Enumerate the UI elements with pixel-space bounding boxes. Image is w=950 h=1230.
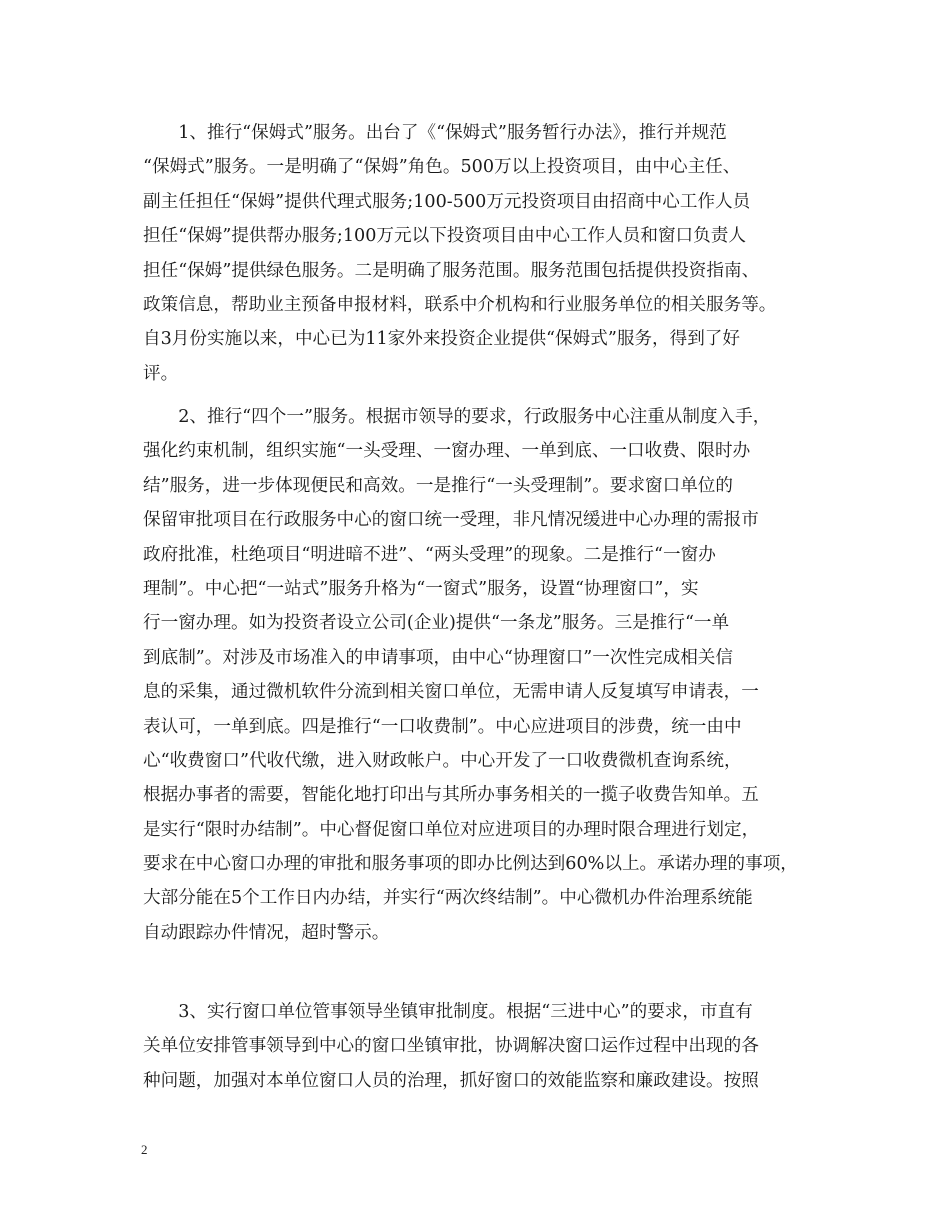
paragraph-line: 理制”。中心把“一站式”服务升格为“一窗式”服务，设置“协理窗口”，实 [143, 578, 699, 599]
paragraph-line: 自动跟踪办件情况，超时警示。 [143, 922, 390, 943]
paragraph-line: 根据办事者的需要，智能化地打印出与其所办事务相关的一揽子收费告知单。五 [143, 785, 759, 806]
paragraph-line: 评。 [143, 363, 179, 384]
paragraph-line: 自3月份实施以来，中心已为11家外来投资企业提供“保姆式”服务，得到了好 [143, 329, 740, 350]
paragraph-line: 担任“保姆”提供绿色服务。二是明确了服务范围。服务范围包括提供投资指南、 [143, 260, 760, 281]
paragraph-line: 强化约束机制，组织实施“一头受理、一窗办理、一单到底、一口收费、限时办 [143, 441, 751, 462]
paragraph-line: 表认可，一单到底。四是推行“一口收费制”。中心应进项目的涉费，统一由中 [143, 716, 742, 737]
paragraph-line: 息的采集，通过微机软件分流到相关窗口单位，无需申请人反复填写申请表，一 [143, 682, 759, 703]
paragraph-line: 政策信息，帮助业主预备申报材料，联系中介机构和行业服务单位的相关服务等。 [143, 294, 777, 315]
paragraph-line: 保留审批项目在行政服务中心的窗口统一受理，非凡情况缓进中心办理的需报市 [143, 510, 759, 531]
paragraph-line: 2、推行“四个一”服务。根据市领导的要求，行政服务中心注重从制度入手， [143, 407, 771, 427]
paragraph-line: 1、推行“保姆式”服务。出台了《“保姆式”服务暂行办法》，推行并规范 [143, 123, 727, 143]
paragraph-3 [143, 995, 833, 1098]
paragraph-line: 结”服务，进一步体现便民和高效。一是推行“一头受理制”。要求窗口单位的 [143, 475, 733, 496]
paragraph-line: 大部分能在5个工作日内办结，并实行“两次终结制”。中心微机办件治理系统能 [143, 888, 753, 909]
paragraph-line: 心“收费窗口”代收代缴，进入财政帐户。中心开发了一口收费微机查询系统， [143, 750, 742, 771]
paragraph-line: 行一窗办理。如为投资者设立公司(企业)提供“一条龙”服务。三是推行“一单 [143, 613, 730, 634]
paragraph-line: “保姆式”服务。一是明确了“保姆”角色。500万以上投资项目，由中心主任、 [143, 157, 741, 178]
paragraph-line: 担任“保姆”提供帮办服务;100万元以下投资项目由中心工作人员和窗口负责人 [143, 226, 746, 247]
paragraph-line: 要求在中心窗口办理的审批和服务事项的即办比例达到60%以上。承诺办理的事项， [143, 854, 798, 875]
paragraph-line: 种问题，加强对本单位窗口人员的治理，抓好窗口的效能监察和廉政建设。按照 [143, 1070, 759, 1091]
paragraph-line: 到底制”。对涉及市场准入的申请事项，由中心“协理窗口”一次性完成相关信 [143, 647, 733, 668]
paragraph-2 [143, 400, 833, 950]
paragraph-1 [143, 116, 833, 391]
paragraph-line: 3、实行窗口单位管事领导坐镇审批制度。根据“三进中心”的要求，市直有 [143, 1002, 753, 1022]
paragraph-line: 是实行“限时办结制”。中心督促窗口单位对应进项目的办理时限合理进行划定， [143, 819, 760, 840]
paragraph-line: 关单位安排管事领导到中心的窗口坐镇审批，协调解决窗口运作过程中出现的各 [143, 1036, 759, 1057]
page-number: 2 [141, 1142, 148, 1157]
paragraph-line: 副主任担任“保姆”提供代理式服务;100-500万元投资项目由招商中心工作人员 [143, 191, 751, 212]
paragraph-line: 政府批准，杜绝项目“明进暗不进”、“两头受理”的现象。二是推行“一窗办 [143, 544, 716, 565]
